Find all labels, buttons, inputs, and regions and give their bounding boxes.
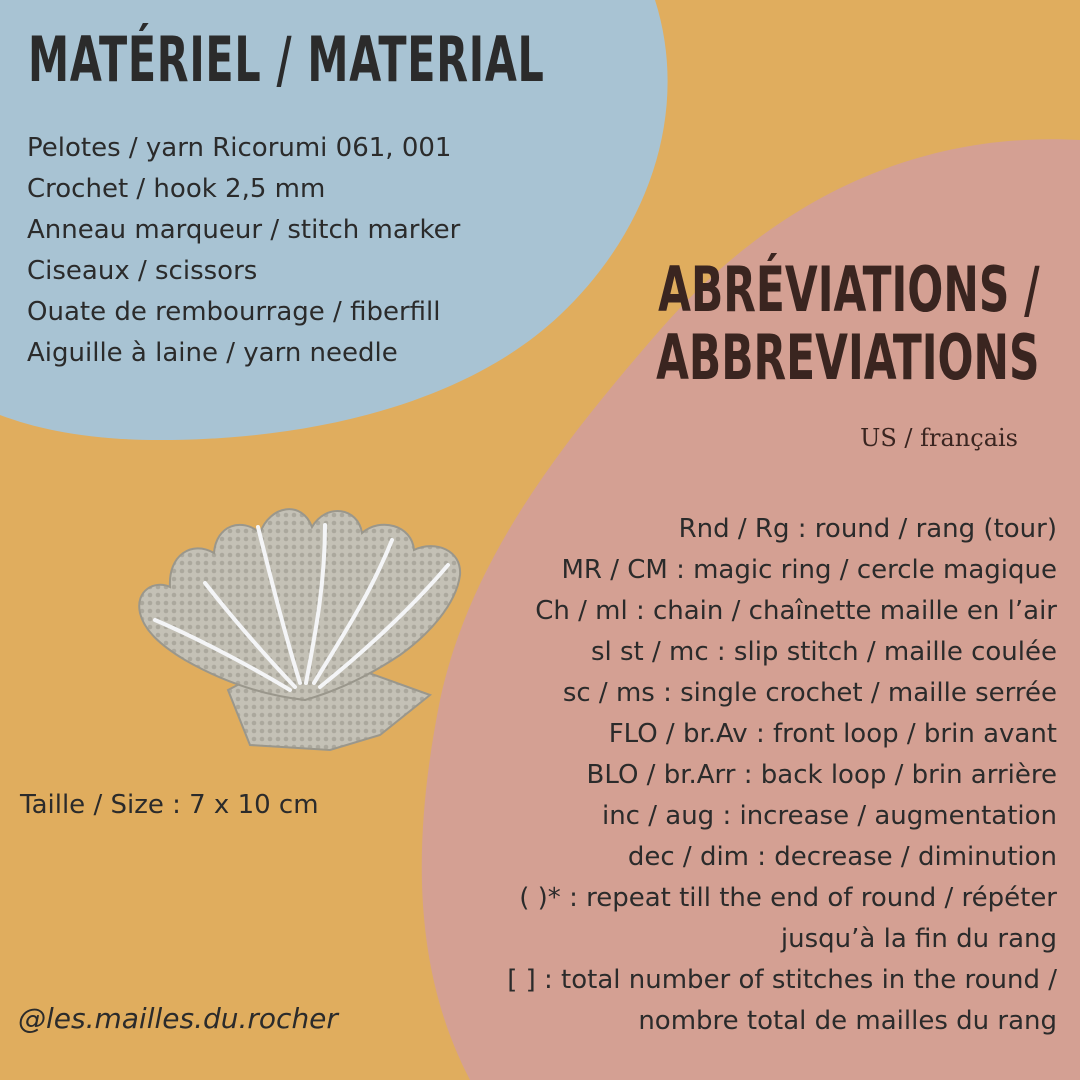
abbreviation-line: sc / ms : single crochet / maille serrée bbox=[562, 678, 1057, 708]
material-item: Crochet / hook 2,5 mm bbox=[27, 174, 326, 204]
instagram-handle: @les.mailles.du.rocher bbox=[18, 1002, 338, 1035]
abbreviations-title-line1: ABRÉVIATIONS / bbox=[658, 253, 1040, 326]
abbreviation-line: ( )* : repeat till the end of round / répéter bbox=[519, 883, 1057, 913]
abbreviation-line: jusqu’à la fin du rang bbox=[780, 924, 1057, 954]
abbreviation-line: MR / CM : magic ring / cercle magique bbox=[561, 555, 1057, 585]
abbreviation-line: inc / aug : increase / augmentation bbox=[601, 801, 1057, 831]
abbreviation-line: FLO / br.Av : front loop / brin avant bbox=[608, 719, 1057, 749]
abbreviation-line: sl st / mc : slip stitch / maille coulée bbox=[590, 637, 1057, 667]
abbreviations-list bbox=[507, 509, 1057, 1042]
language-subtitle: US / français bbox=[860, 424, 1018, 452]
abbreviations-title bbox=[656, 253, 1040, 394]
material-item: Ciseaux / scissors bbox=[27, 256, 258, 286]
material-item: Anneau marqueur / stitch marker bbox=[27, 215, 461, 245]
abbreviation-line: BLO / br.Arr : back loop / brin arrière bbox=[586, 760, 1057, 790]
size-label: Taille / Size : 7 x 10 cm bbox=[20, 790, 319, 820]
abbreviation-line: Ch / ml : chain / chaînette maille en l’air bbox=[535, 596, 1057, 626]
abbreviation-line: Rnd / Rg : round / rang (tour) bbox=[678, 514, 1057, 544]
abbreviation-line: dec / dim : decrease / diminution bbox=[627, 842, 1057, 872]
material-list bbox=[27, 128, 460, 374]
material-item: Aiguille à laine / yarn needle bbox=[27, 338, 398, 368]
abbreviation-line: [ ] : total number of stitches in the round / bbox=[507, 965, 1057, 995]
crochet-shell-image bbox=[130, 495, 480, 765]
material-item: Pelotes / yarn Ricorumi 061, 001 bbox=[27, 133, 452, 163]
abbreviations-title-line2: ABBREVIATIONS bbox=[656, 321, 1040, 394]
material-title: MATÉRIEL / MATERIAL bbox=[28, 23, 545, 96]
abbreviation-line: nombre total de mailles du rang bbox=[638, 1006, 1057, 1036]
material-item: Ouate de rembourrage / fiberfill bbox=[27, 297, 441, 327]
